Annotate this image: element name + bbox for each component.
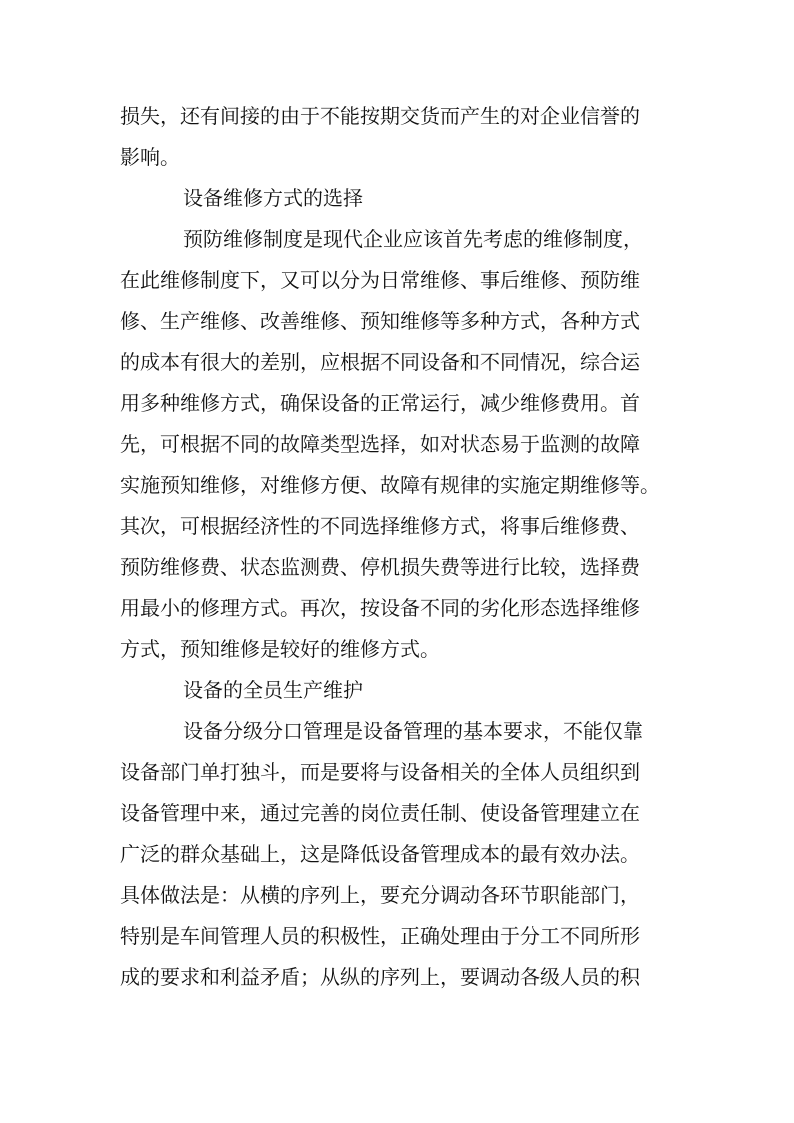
body-text-line: 设备部门单打独斗，而是要将与设备相关的全体人员组织到: [120, 760, 640, 784]
body-text-line: 用多种维修方式，确保设备的正常运行，减少维修费用。首: [120, 391, 640, 415]
body-text-line: 其次，可根据经济性的不同选择维修方式，将事后维修费、: [120, 514, 640, 538]
body-text-line: 修、生产维修、改善维修、预知维修等多种方式，各种方式: [120, 309, 640, 333]
paragraph-first-line: 设备分级分口管理是设备管理的基本要求，不能仅靠: [183, 719, 643, 743]
body-text-line: 特别是车间管理人员的积极性，正确处理由于分工不同所形: [120, 924, 640, 948]
paragraph-first-line: 预防维修制度是现代企业应该首先考虑的维修制度，: [183, 227, 643, 251]
body-text-line: 广泛的群众基础上，这是降低设备管理成本的最有效办法。: [120, 842, 640, 866]
section-heading: 设备维修方式的选择: [183, 186, 363, 210]
body-text-line: 具体做法是：从横的序列上，要充分调动各环节职能部门，: [120, 883, 640, 907]
body-text-line: 方式，预知维修是较好的维修方式。: [120, 637, 440, 661]
body-text-line: 用最小的修理方式。再次，按设备不同的劣化形态选择维修: [120, 596, 640, 620]
body-text-line: 影响。: [120, 145, 180, 169]
body-text-line: 损失，还有间接的由于不能按期交货而产生的对企业信誉的: [120, 104, 640, 128]
body-text-line: 实施预知维修，对维修方便、故障有规律的实施定期维修等。: [120, 473, 660, 497]
body-text-line: 在此维修制度下，又可以分为日常维修、事后维修、预防维: [120, 268, 640, 292]
section-heading: 设备的全员生产维护: [183, 678, 363, 702]
body-text-line: 先，可根据不同的故障类型选择，如对状态易于监测的故障: [120, 432, 640, 456]
body-text-line: 设备管理中来，通过完善的岗位责任制、使设备管理建立在: [120, 801, 640, 825]
body-text-line: 预防维修费、状态监测费、停机损失费等进行比较，选择费: [120, 555, 640, 579]
body-text-line: 的成本有很大的差别，应根据不同设备和不同情况，综合运: [120, 350, 640, 374]
body-text-line: 成的要求和利益矛盾；从纵的序列上，要调动各级人员的积: [120, 965, 640, 989]
